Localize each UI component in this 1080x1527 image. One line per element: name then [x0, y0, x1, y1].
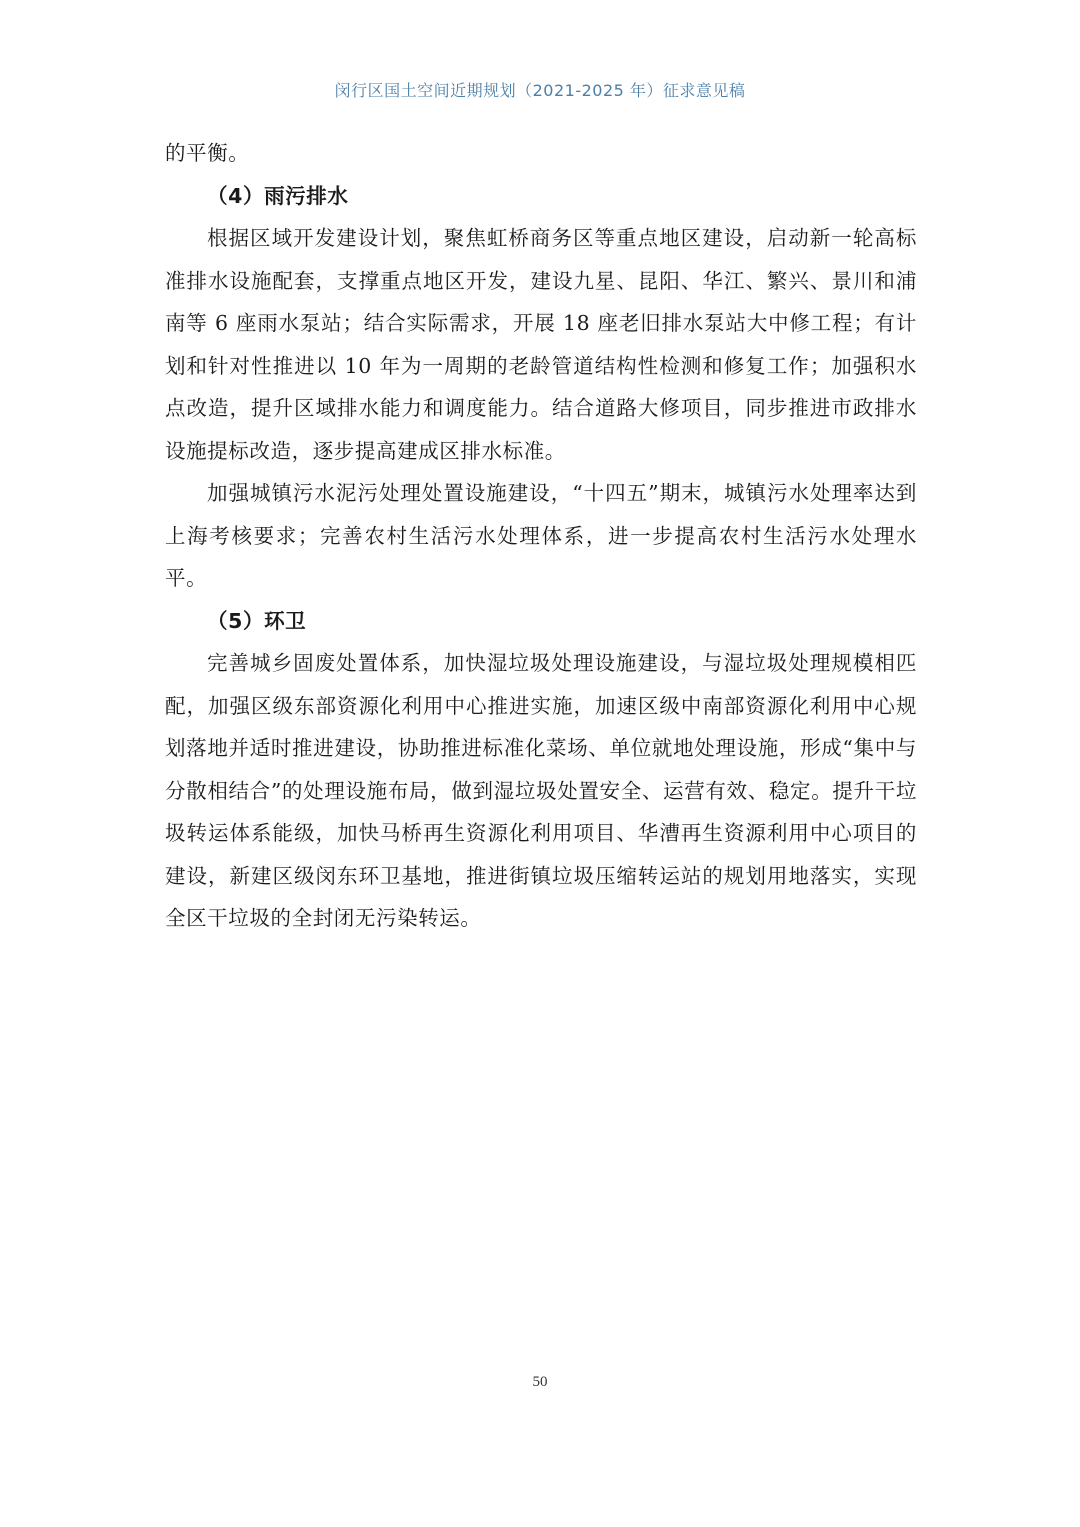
section-heading-stormwater-sewage: （4）雨污排水 — [207, 183, 349, 208]
page-number: 50 — [532, 1374, 548, 1390]
page-header-title: 闵行区国土空间近期规划（2021-2025 年）征求意见稿 — [334, 81, 746, 100]
section4-paragraph-2: 加强城镇污水泥污处理处置设施建设，“十四五”期末，城镇污水处理率达到上海考核要求；完善农村生活污水处理体系，进一步提高农村生活污水处理水平。 — [165, 481, 917, 590]
section4-paragraph-1: 根据区域开发建设计划，聚焦虹桥商务区等重点地区建设，启动新一轮高标准排水设施配套，支撑重点地区开发，建设九星、昆阳、华江、繁兴、景川和浦南等 6 座雨水泵站；结合实际需求，开展 18 座老旧排水泵站大中修工程；有计划和针对性推进以 10 年为一周期的老龄管道结构性检测和修复工作；加强积水点改造，提升区域排水能力和调度能力。结合道路大修项目，同步推进市政排水设施提标改造，逐步提高建成区排水标准。 — [165, 226, 917, 463]
section5-paragraph-1: 完善城乡固废处置体系，加快湿垃圾处理设施建设，与湿垃圾处理规模相匹配，加强区级东部资源化利用中心推进实施，加速区级中南部资源化利用中心规划落地并适时推进建设，协助推进标准化菜场、单位就地处理设施，形成“集中与分散相结合”的处理设施布局，做到湿垃圾处置安全、运营有效、稳定。提升干垃圾转运体系能级，加快马桥再生资源化利用项目、华漕再生资源利用中心项目的建设，新建区级闵东环卫基地，推进街镇垃圾压缩转运站的规划用地落实，实现全区干垃圾的全封闭无污染转运。 — [165, 651, 917, 930]
document-body — [165, 132, 917, 940]
continuation-text: 的平衡。 — [165, 141, 250, 165]
section-heading-sanitation: （5）环卫 — [207, 608, 307, 633]
